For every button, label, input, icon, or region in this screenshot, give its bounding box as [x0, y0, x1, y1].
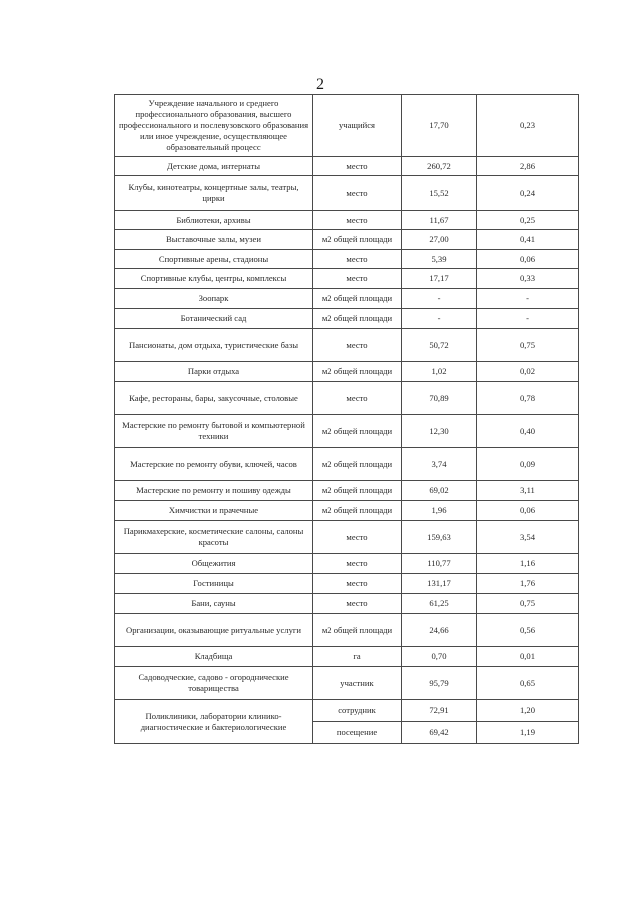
value-2-cell: 3,54 — [477, 521, 579, 554]
unit-cell: га — [313, 647, 402, 667]
value-1-cell: 159,63 — [402, 521, 477, 554]
facility-name-cell: Мастерские по ремонту и пошиву одежды — [115, 481, 313, 501]
table-row — [115, 521, 579, 554]
facility-name-cell: Садоводческие, садово - огороднические товарищества — [115, 667, 313, 700]
value-2-cell: 1,19 — [477, 722, 579, 744]
table-row — [115, 157, 579, 176]
value-1-cell: 69,42 — [402, 722, 477, 744]
facility-name-cell: Ботанический сад — [115, 309, 313, 329]
value-2-cell: - — [477, 289, 579, 309]
unit-cell: м2 общей площади — [313, 448, 402, 481]
unit-cell: место — [313, 521, 402, 554]
table-row — [115, 95, 579, 157]
value-2-cell: 0,23 — [477, 95, 579, 157]
value-2-cell: 0,78 — [477, 382, 579, 415]
table-row — [115, 574, 579, 594]
value-1-cell: - — [402, 289, 477, 309]
value-2-cell: 0,65 — [477, 667, 579, 700]
table-row — [115, 481, 579, 501]
unit-cell: участник — [313, 667, 402, 700]
facility-name-cell: Парки отдыха — [115, 362, 313, 382]
unit-cell: место — [313, 211, 402, 230]
table-row — [115, 211, 579, 230]
unit-cell: м2 общей площади — [313, 230, 402, 250]
value-2-cell: 0,75 — [477, 329, 579, 362]
table-row — [115, 269, 579, 289]
value-1-cell: 95,79 — [402, 667, 477, 700]
value-1-cell: 1,02 — [402, 362, 477, 382]
value-2-cell: 1,16 — [477, 554, 579, 574]
value-2-cell: 0,56 — [477, 614, 579, 647]
value-1-cell: 17,17 — [402, 269, 477, 289]
unit-cell: место — [313, 594, 402, 614]
value-1-cell: 1,96 — [402, 501, 477, 521]
value-1-cell: 0,70 — [402, 647, 477, 667]
value-1-cell: 27,00 — [402, 230, 477, 250]
value-1-cell: 70,89 — [402, 382, 477, 415]
value-2-cell: 0,41 — [477, 230, 579, 250]
facility-name-cell: Общежития — [115, 554, 313, 574]
unit-cell: место — [313, 574, 402, 594]
value-2-cell: 1,20 — [477, 700, 579, 722]
table-row — [115, 382, 579, 415]
facility-name-cell: Пансионаты, дом отдыха, туристические базы — [115, 329, 313, 362]
table-row — [115, 448, 579, 481]
table-row — [115, 667, 579, 700]
value-2-cell: 2,86 — [477, 157, 579, 176]
unit-cell: учащийся — [313, 95, 402, 157]
table-row — [115, 614, 579, 647]
facility-name-cell: Зоопарк — [115, 289, 313, 309]
table-row — [115, 415, 579, 448]
facility-name-cell: Спортивные клубы, центры, комплексы — [115, 269, 313, 289]
value-1-cell: 12,30 — [402, 415, 477, 448]
table-row — [115, 700, 579, 722]
facility-name-cell: Детские дома, интернаты — [115, 157, 313, 176]
value-1-cell: 3,74 — [402, 448, 477, 481]
value-2-cell: 1,76 — [477, 574, 579, 594]
table-row — [115, 250, 579, 269]
page-number: 2 — [316, 76, 324, 93]
unit-cell: посещение — [313, 722, 402, 744]
table-row — [115, 289, 579, 309]
value-1-cell: 61,25 — [402, 594, 477, 614]
value-1-cell: 15,52 — [402, 176, 477, 211]
value-2-cell: 0,75 — [477, 594, 579, 614]
unit-cell: м2 общей площади — [313, 309, 402, 329]
unit-cell: м2 общей площади — [313, 481, 402, 501]
unit-cell: сотрудник — [313, 700, 402, 722]
facility-name-cell: Мастерские по ремонту обуви, ключей, часов — [115, 448, 313, 481]
facility-name-cell: Кафе, рестораны, бары, закусочные, столовые — [115, 382, 313, 415]
value-2-cell: 3,11 — [477, 481, 579, 501]
facility-name-cell: Гостиницы — [115, 574, 313, 594]
facility-name-cell: Организации, оказывающие ритуальные услуги — [115, 614, 313, 647]
unit-cell: место — [313, 176, 402, 211]
table-row — [115, 501, 579, 521]
table-row — [115, 362, 579, 382]
unit-cell: м2 общей площади — [313, 501, 402, 521]
unit-cell: м2 общей площади — [313, 362, 402, 382]
value-2-cell: - — [477, 309, 579, 329]
unit-cell: место — [313, 269, 402, 289]
facility-name-cell: Выставочные залы, музеи — [115, 230, 313, 250]
value-1-cell: 5,39 — [402, 250, 477, 269]
facility-name-cell: Учреждение начального и среднего профессионального образования, высшего профессионального и послевузовского образования или иное учреждение, осуществляющее образовательный процесс — [115, 95, 313, 157]
facility-name-cell: Спортивные арены, стадионы — [115, 250, 313, 269]
unit-cell: место — [313, 329, 402, 362]
value-1-cell: 69,02 — [402, 481, 477, 501]
value-2-cell: 0,06 — [477, 501, 579, 521]
unit-cell: место — [313, 250, 402, 269]
unit-cell: место — [313, 554, 402, 574]
facility-name-cell: Парикмахерские, косметические салоны, салоны красоты — [115, 521, 313, 554]
table-row — [115, 176, 579, 211]
facility-name-cell: Бани, сауны — [115, 594, 313, 614]
table-row — [115, 329, 579, 362]
table-row — [115, 230, 579, 250]
value-1-cell: 50,72 — [402, 329, 477, 362]
value-1-cell: 11,67 — [402, 211, 477, 230]
value-2-cell: 0,24 — [477, 176, 579, 211]
facility-name-cell: Поликлиники, лаборатории клинико-диагностические и бактериологические — [115, 700, 313, 744]
norms-table — [114, 94, 579, 744]
table-row — [115, 594, 579, 614]
facility-name-cell: Химчистки и прачечные — [115, 501, 313, 521]
table-row — [115, 554, 579, 574]
value-2-cell: 0,40 — [477, 415, 579, 448]
value-1-cell: 24,66 — [402, 614, 477, 647]
unit-cell: место — [313, 382, 402, 415]
unit-cell: м2 общей площади — [313, 614, 402, 647]
unit-cell: м2 общей площади — [313, 289, 402, 309]
facility-name-cell: Клубы, кинотеатры, концертные залы, театры, цирки — [115, 176, 313, 211]
value-2-cell: 0,06 — [477, 250, 579, 269]
facility-name-cell: Мастерские по ремонту бытовой и компьютерной техники — [115, 415, 313, 448]
table-row — [115, 647, 579, 667]
facility-name-cell: Кладбища — [115, 647, 313, 667]
value-1-cell: 260,72 — [402, 157, 477, 176]
value-1-cell: 17,70 — [402, 95, 477, 157]
value-2-cell: 0,25 — [477, 211, 579, 230]
value-1-cell: 131,17 — [402, 574, 477, 594]
value-1-cell: 110,77 — [402, 554, 477, 574]
unit-cell: м2 общей площади — [313, 415, 402, 448]
unit-cell: место — [313, 157, 402, 176]
value-2-cell: 0,09 — [477, 448, 579, 481]
value-2-cell: 0,02 — [477, 362, 579, 382]
value-1-cell: 72,91 — [402, 700, 477, 722]
value-2-cell: 0,33 — [477, 269, 579, 289]
value-1-cell: - — [402, 309, 477, 329]
table-row — [115, 309, 579, 329]
value-2-cell: 0,01 — [477, 647, 579, 667]
facility-name-cell: Библиотеки, архивы — [115, 211, 313, 230]
